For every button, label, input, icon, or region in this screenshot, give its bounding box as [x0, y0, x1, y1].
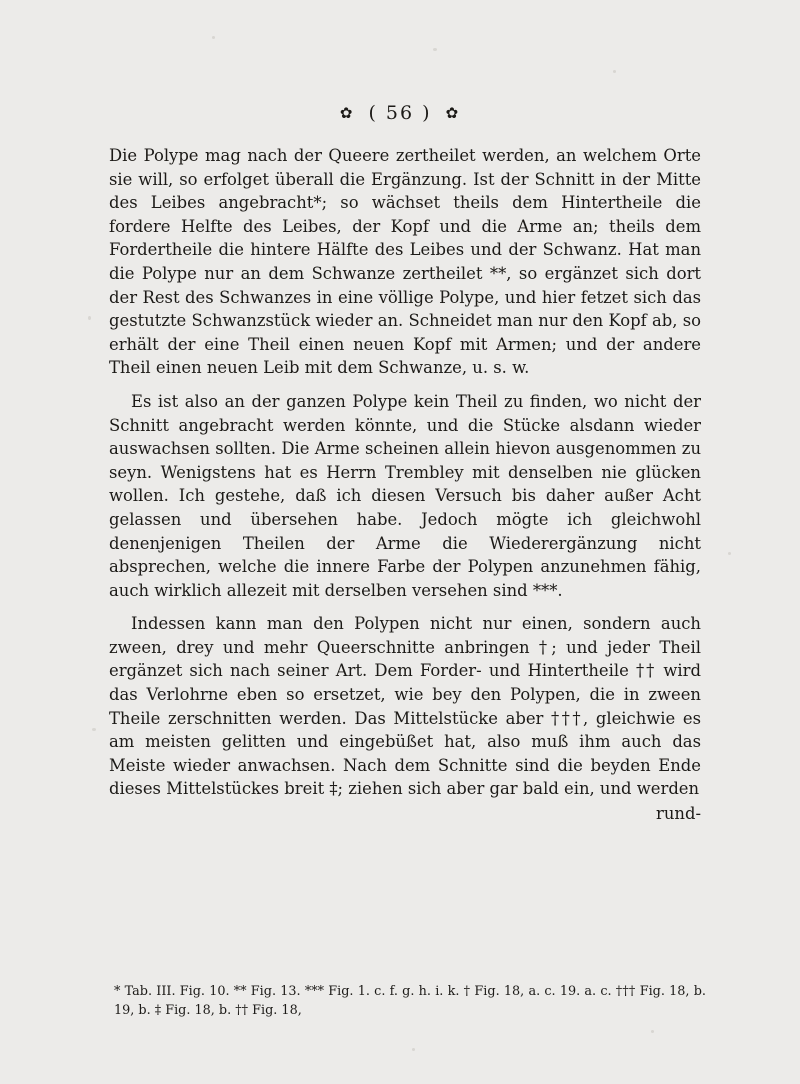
ornament-right-icon: ✿ [445, 104, 461, 122]
ornament-left-icon: ✿ [339, 104, 355, 122]
paper-speck [88, 316, 91, 320]
paper-speck [613, 70, 616, 73]
paper-speck [651, 1030, 654, 1033]
catchword: rund- [656, 804, 701, 824]
page-header [0, 102, 800, 124]
paragraph: Indessen kann man den Polypen nicht nur einen, sondern auch zween, drey und mehr Queerschnitte anbringen †; und jeder Theil ergänzet sich nach seiner Art. Dem Forder- und Hintertheile †† wird das Verlohrne eben so ersetzet, wie bey den Polypen, die in zween Theile zerschnitten werden. Das Mittelstücke aber †††, gleichwie es am meisten gelitten und eingebüßet hat, also muß ihm auch das Meiste wieder anwachsen. Nach dem Schnitte sind die beyden Ende dieses Mittelstückes breit ‡; ziehen sich aber gar bald ein, und werden [109, 614, 701, 799]
footnotes: * Tab. III. Fig. 10. ** Fig. 13. *** Fig. 1. c. f. g. h. i. k. † Fig. 18, a. c. 19. a. c. ††† Fig. 18, b. 19, b. ‡ Fig. 18, b. †† Fig. 18, [114, 984, 706, 1018]
paper-speck [433, 48, 437, 51]
page-number: ( 56 ) [368, 102, 432, 124]
paper-speck [412, 1048, 415, 1051]
paragraph: Die Polype mag nach der Queere zertheilet werden, an welchem Orte sie will, so erfolget überall die Ergänzung. Ist der Schnitt in der Mitte des Leibes angebracht*; so wächset theils dem Hintertheile die fordere Helfte des Leibes, der Kopf und die Arme an; theils dem Fordertheile die hintere Hälfte des Leibes und der Schwanz. Hat man die Polype nur an dem Schwanze zertheilet **, so ergänzet sich dort der Rest des Schwanzes in eine völlige Polype, und hier fetzet sich das gestutzte Schwanzstück wieder an. Schneidet man nur den Kopf ab, so erhält der eine Theil einen neuen Kopf mit Armen; und der andere Theil einen neuen Leib mit dem Schwanze, u. s. w. [109, 146, 701, 378]
paper-speck [728, 552, 731, 555]
paper-speck [92, 728, 96, 731]
body-text [109, 144, 701, 825]
paper-speck [212, 36, 215, 39]
paragraph: Es ist also an der ganzen Polype kein Theil zu finden, wo nicht der Schnitt angebracht werden könnte, und die Stücke alsdann wieder auswachsen sollten. Die Arme scheinen allein hievon ausgenommen zu seyn. Wenigstens hat es Herrn Trembley mit denselben nie glücken wollen. Ich gestehe, daß ich diesen Versuch bis daher außer Acht gelassen und übersehen habe. Jedoch mögte ich gleichwohl denenjenigen Theilen der Arme die Wiederergänzung nicht absprechen, welche die innere Farbe der Polypen anzunehmen fähig, auch wirklich allezeit mit derselben versehen sind ***. [109, 391, 701, 600]
